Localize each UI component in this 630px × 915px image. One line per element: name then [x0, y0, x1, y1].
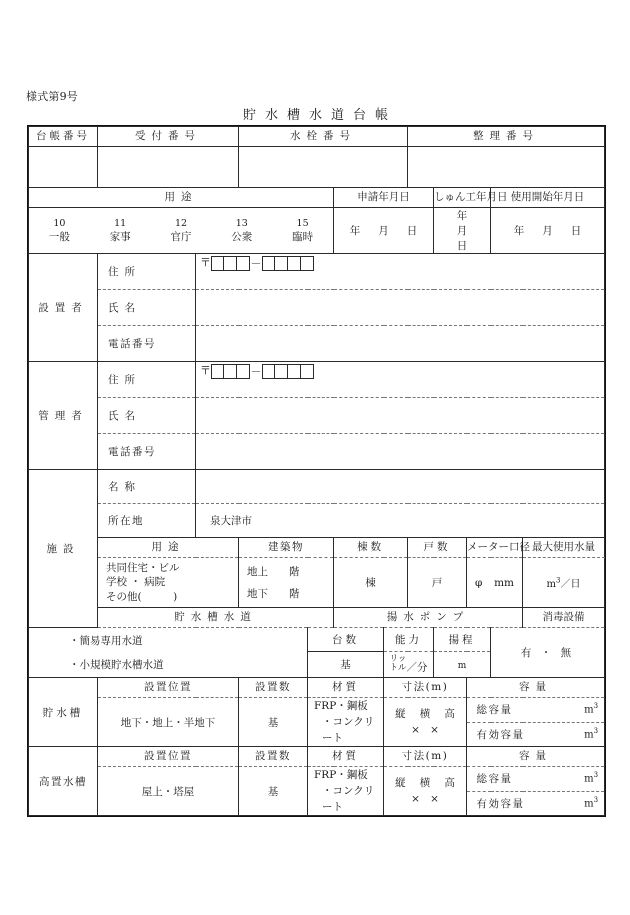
manager-address-value[interactable] [196, 362, 605, 398]
header-pump-count: 台数 [308, 628, 384, 652]
facility-address-row [29, 504, 605, 538]
rt-total-capacity[interactable]: 総容量 $m^3$ [467, 698, 605, 723]
purpose-option-11[interactable]: 11 家事 [109, 218, 131, 243]
ledger-value-row [29, 147, 605, 188]
litre-per-minute-unit: リッ トル [389, 653, 407, 674]
field-completion-date[interactable]: 年月日 [434, 208, 491, 254]
installer-phone-value[interactable] [196, 326, 605, 362]
facility-use-options[interactable]: 共同住宅・ビル 学校 ・ 病院 その他( ) [98, 558, 239, 608]
et-total-capacity[interactable]: 総容量 $m^3$ [467, 767, 605, 792]
facility-address-value[interactable]: 泉大津市 [196, 504, 605, 538]
postal-mark-icon: 〒 [200, 363, 211, 377]
manager-phone-row [29, 434, 605, 470]
field-ledger-number[interactable] [29, 147, 98, 188]
installer-postal-code[interactable] [196, 255, 604, 271]
purpose-value-row [29, 208, 605, 254]
header-tap-number: 水栓番号 [239, 127, 408, 147]
facility-name-value[interactable] [196, 470, 605, 504]
manager-phone-label: 電話番号 [98, 434, 196, 470]
section-label-receiving-tank: 貯水槽 [29, 678, 98, 747]
header-disinfection-equipment: 消毒設備 [523, 608, 605, 628]
mm-unit: mm [494, 576, 514, 589]
installer-phone-row [29, 326, 605, 362]
receiving-tank-header-row [29, 678, 605, 698]
tank-supply-option-small[interactable]: ・小規模貯水槽水道 [69, 658, 164, 671]
postal-box[interactable] [224, 364, 237, 379]
rt-material-value[interactable]: FRP・鋼板 ・コンクリート [308, 698, 384, 747]
header-tank-water-supply: 貯水槽水道 [98, 608, 334, 628]
dim-separator: × [411, 793, 420, 805]
postal-box[interactable] [275, 364, 288, 379]
header-building-count: 棟数 [334, 538, 408, 558]
section-label-installer: 設置者 [29, 254, 98, 362]
purpose-options [29, 208, 334, 254]
header-usage-start-date: 使用開始年月日 [491, 188, 605, 208]
tank-supply-options[interactable] [29, 628, 308, 678]
header-rt-material: 材質 [308, 678, 384, 698]
rt-count-value[interactable]: 基 [239, 698, 308, 747]
facility-max-water-value[interactable] [523, 558, 605, 608]
disinfection-options[interactable]: 有 ・ 無 [491, 628, 605, 678]
header-rt-capacity: 容量 [467, 678, 605, 698]
header-building: 建築物 [239, 538, 334, 558]
header-purpose: 用途 [29, 188, 334, 208]
cubic-meter-unit: $m^3$ [584, 726, 599, 741]
postal-box[interactable] [288, 256, 301, 271]
postal-box[interactable] [224, 256, 237, 271]
header-et-dimensions: 寸法(m) [384, 747, 467, 767]
et-material-value[interactable]: FRP・鋼板 ・コンクリート [308, 767, 384, 816]
manager-name-value[interactable] [196, 398, 605, 434]
water-supply-header-row [29, 608, 605, 628]
header-rt-dimensions: 寸法(m) [384, 678, 467, 698]
installer-address-row [29, 254, 605, 290]
facility-name-label: 名称 [98, 470, 196, 504]
max-water-unit: $m^3/$日 [546, 576, 581, 590]
manager-postal-code[interactable] [196, 363, 604, 379]
ledger-table [28, 126, 605, 816]
rt-effective-capacity[interactable]: 有効容量 $m^3$ [467, 722, 605, 747]
installer-phone-label: 電話番号 [98, 326, 196, 362]
header-pump-head: 揚程 [434, 628, 491, 652]
header-max-water-usage: 最大使用水量 [523, 538, 605, 558]
pump-head-value[interactable]: m [434, 652, 491, 678]
header-rt-position: 設置位置 [98, 678, 239, 698]
header-rt-count: 設置数 [239, 678, 308, 698]
facility-meter-diameter-value[interactable] [467, 558, 523, 608]
pump-capacity-value[interactable]: リッ トル ／分 [384, 652, 434, 678]
et-dimensions-value[interactable]: 縦 横 高 × × [384, 767, 467, 816]
manager-phone-value[interactable] [196, 434, 605, 470]
section-label-elevated-tank: 高置水槽 [29, 747, 98, 816]
header-et-capacity: 容量 [467, 747, 605, 767]
ledger-header-row [29, 127, 605, 147]
dim-separator: × [430, 724, 439, 736]
rt-position-value[interactable]: 地下・地上・半地下 [98, 698, 239, 747]
et-count-value[interactable]: 基 [239, 767, 308, 816]
field-tap-number[interactable] [239, 147, 408, 188]
tank-supply-option-simple[interactable]: ・簡易専用水道 [69, 634, 143, 647]
document-title: 貯水槽水道台帳 [242, 108, 397, 123]
postal-box[interactable] [301, 256, 314, 271]
postal-box[interactable] [275, 256, 288, 271]
installer-name-label: 氏名 [98, 290, 196, 326]
field-usage-start-date[interactable]: 年 月 日 [491, 208, 605, 254]
water-supply-row-1 [29, 628, 605, 652]
postal-dash: － [250, 256, 262, 270]
postal-box[interactable] [211, 364, 224, 379]
dim-separator: × [430, 793, 439, 805]
header-et-material: 材質 [308, 747, 384, 767]
header-receipt-number: 受付番号 [98, 127, 239, 147]
postal-box[interactable] [262, 364, 275, 379]
header-et-position: 設置位置 [98, 747, 239, 767]
header-application-date: 申請年月日 [334, 188, 434, 208]
manager-address-label: 住所 [98, 362, 196, 398]
facility-detail-header-row [29, 538, 605, 558]
purpose-option-10[interactable]: 10 一般 [48, 218, 70, 243]
header-meter-diameter: メーター口径 [467, 538, 523, 558]
installer-name-value[interactable] [196, 290, 605, 326]
purpose-option-12[interactable]: 12 官庁 [170, 218, 192, 243]
field-reference-number[interactable] [408, 147, 605, 188]
cubic-meter-unit: $m^3$ [584, 795, 599, 810]
form-number: 様式第9号 [26, 90, 78, 103]
header-pump-capacity: 能力 [384, 628, 434, 652]
postal-box[interactable] [301, 364, 314, 379]
phi-symbol: φ [475, 576, 483, 589]
section-label-manager: 管理者 [29, 362, 98, 470]
postal-box[interactable] [288, 364, 301, 379]
facility-detail-value-row [29, 558, 605, 608]
field-receipt-number[interactable] [98, 147, 239, 188]
field-application-date[interactable]: 年 月 日 [334, 208, 434, 254]
purpose-header-row [29, 188, 605, 208]
postal-box[interactable] [237, 364, 250, 379]
installer-address-label: 住所 [98, 254, 196, 290]
cubic-meter-unit: $m^3$ [584, 702, 599, 716]
header-household-count: 戸数 [408, 538, 467, 558]
installer-address-value[interactable] [196, 254, 605, 290]
header-ledger-number: 台帳番号 [29, 127, 98, 147]
header-completion-date: しゅん工年月日 [434, 188, 491, 208]
postal-box[interactable] [237, 256, 250, 271]
header-facility-use: 用途 [98, 538, 239, 558]
facility-building-floors[interactable]: 地上 階 地下 階 [239, 558, 334, 608]
et-effective-capacity[interactable]: 有効容量 $m^3$ [467, 791, 605, 816]
facility-building-count-value[interactable]: 棟 [334, 558, 408, 608]
postal-box[interactable] [262, 256, 275, 271]
manager-name-row [29, 398, 605, 434]
header-et-count: 設置数 [239, 747, 308, 767]
elevated-tank-row-1 [29, 767, 605, 792]
cubic-meter-unit: $m^3$ [584, 771, 599, 785]
facility-address-label: 所在地 [98, 504, 196, 538]
receiving-tank-row-1 [29, 698, 605, 723]
manager-name-label: 氏名 [98, 398, 196, 434]
purpose-option-15[interactable]: 15 臨時 [292, 218, 314, 243]
facility-household-count-value[interactable]: 戸 [408, 558, 467, 608]
purpose-option-13[interactable]: 13 公衆 [231, 218, 253, 243]
postal-dash: － [250, 364, 262, 378]
header-lift-pump: 揚水ポンプ [334, 608, 523, 628]
elevated-tank-header-row [29, 747, 605, 767]
section-label-facility: 施設 [29, 470, 98, 628]
postal-box[interactable] [211, 256, 224, 271]
facility-name-row [29, 470, 605, 504]
et-position-value[interactable]: 屋上・塔屋 [98, 767, 239, 816]
header-reference-number: 整理番号 [408, 127, 605, 147]
dim-separator: × [411, 724, 420, 736]
installer-name-row [29, 290, 605, 326]
manager-address-row [29, 362, 605, 398]
rt-dimensions-value[interactable]: 縦 横 高 × × [384, 698, 467, 747]
pump-count-value[interactable]: 基 [308, 652, 384, 678]
postal-mark-icon: 〒 [200, 255, 211, 269]
